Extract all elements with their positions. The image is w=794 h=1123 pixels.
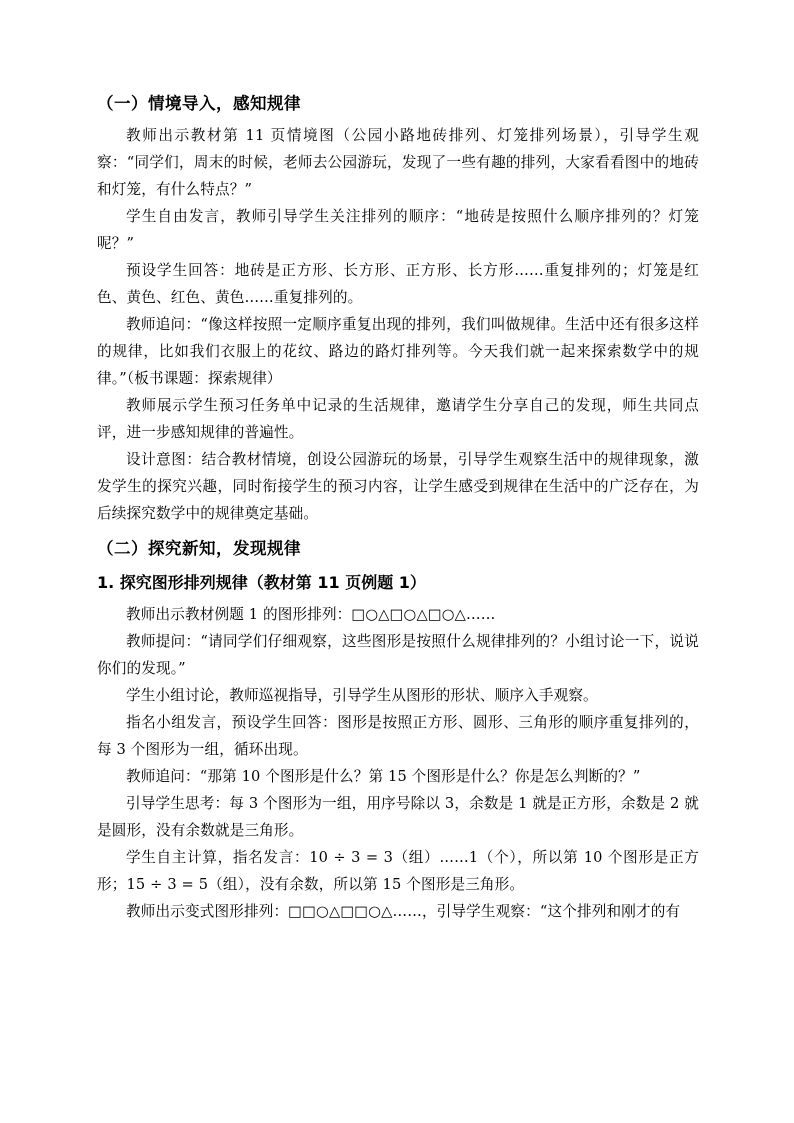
document-page	[97, 92, 699, 925]
section-heading-1: （一）情境导入，感知规律	[97, 94, 301, 113]
paragraph: 教师追问：“像这样按照一定顺序重复出现的排列，我们叫做规律。生活中还有很多这样的规律，比如我们衣服上的花纹、路边的路灯排列等。今天我们就一起来探索数学中的规律。”（板书课题：探索规律）	[97, 316, 699, 387]
section-heading-2: （二）探究新知，发现规律	[97, 539, 301, 558]
paragraph: 教师追问：“那第 10 个图形是什么？第 15 个图形是什么？你是怎么判断的？”	[126, 768, 641, 785]
paragraph: 教师出示教材例题 1 的图形排列：□○△□○△□○△……	[126, 606, 496, 623]
paragraph: 指名小组发言，预设学生回答：图形是按照正方形、圆形、三角形的顺序重复排列的，每 3 个图形为一组，循环出现。	[97, 714, 699, 758]
paragraph: 教师展示学生预习任务单中记录的生活规律，邀请学生分享自己的发现，师生共同点评，进一步感知规律的普遍性。	[97, 397, 699, 441]
paragraph: 教师出示变式图形排列：□□○△□□○△……，引导学生观察：“这个排列和刚才的有	[126, 903, 681, 920]
paragraph: 学生自由发言，教师引导学生关注排列的顺序：“地砖是按照什么顺序排列的？灯笼呢？”	[97, 208, 699, 252]
paragraph: 预设学生回答：地砖是正方形、长方形、正方形、长方形……重复排列的；灯笼是红色、黄色、红色、黄色……重复排列的。	[97, 262, 699, 306]
paragraph: 教师提问：“请同学们仔细观察，这些图形是按照什么规律排列的？小组讨论一下，说说你们的发现。”	[97, 633, 699, 677]
spacer	[97, 561, 699, 571]
paragraph: 设计意图：结合教材情境，创设公园游玩的场景，引导学生观察生活中的规律现象，激发学生的探究兴趣，同时衔接学生的预习内容，让学生感受到规律在生活中的广泛存在，为后续探究数学中的规律奠定基础。	[97, 451, 699, 522]
spacer	[97, 527, 699, 537]
paragraph: 学生小组讨论，教师巡视指导，引导学生从图形的形状、顺序入手观察。	[126, 687, 598, 704]
paragraph: 教师出示教材第 11 页情境图（公园小路地砖排列、灯笼排列场景），引导学生观察：“同学们，周末的时候，老师去公园游玩，发现了一些有趣的排列，大家看看图中的地砖和灯笼，有什么特点？”	[97, 127, 699, 198]
subsection-heading: 1. 探究图形排列规律（教材第 11 页例题 1）	[97, 573, 426, 592]
paragraph: 学生自主计算，指名发言：10 ÷ 3 = 3（组）……1（个），所以第 10 个图形是正方形；15 ÷ 3 = 5（组），没有余数，所以第 15 个图形是三角形。	[97, 849, 699, 893]
paragraph: 引导学生思考：每 3 个图形为一组，用序号除以 3，余数是 1 就是正方形，余数是 2 就是圆形，没有余数就是三角形。	[97, 795, 699, 839]
